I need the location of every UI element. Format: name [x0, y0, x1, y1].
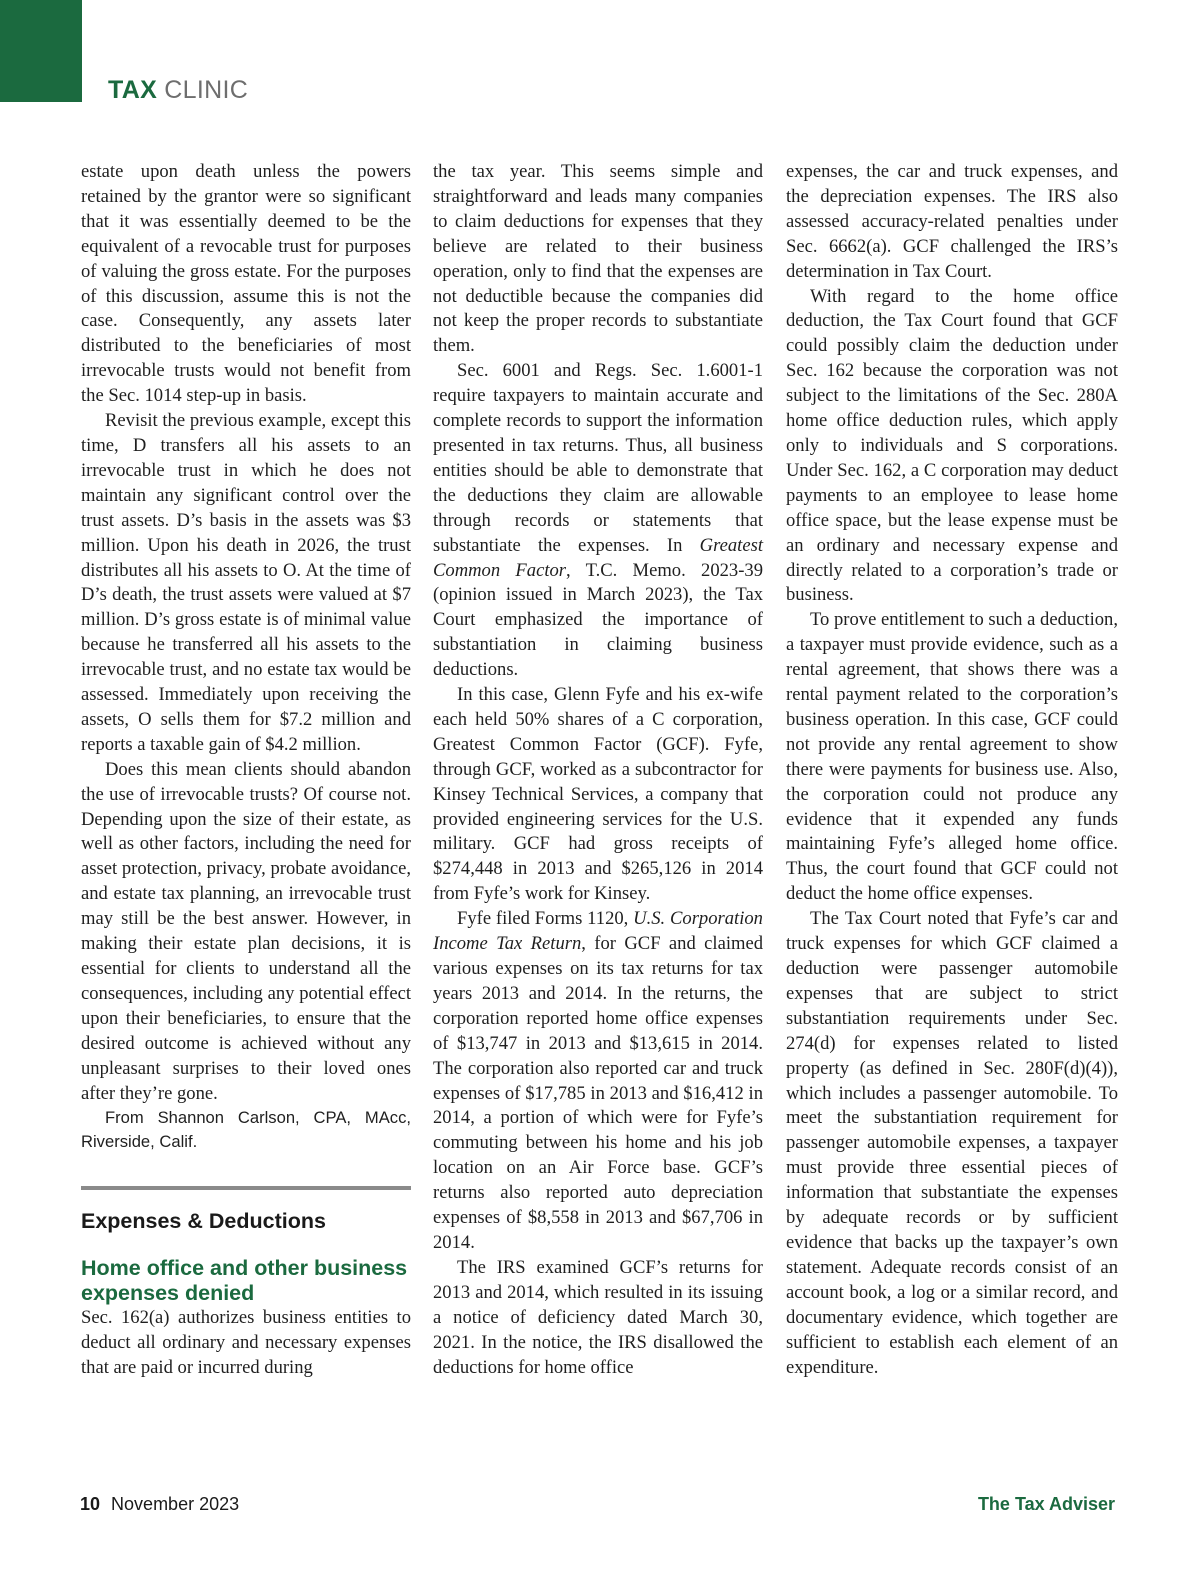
case-name: Greatest Common Factor — [433, 534, 763, 581]
section-header — [108, 76, 248, 105]
footer-left — [80, 1494, 239, 1515]
form-name: U.S. Corporation Income Tax Return — [433, 908, 763, 955]
text-run: , for GCF and claimed various expenses on its tax returns for tax years 2013 and 2014. In the returns, the corporation reported home office expenses of $13,747 in 2013 and $13,615 in 2014. The corporation also reported car and truck expenses of $17,785 in 2013 and $16,412 in 2014, a portion of which were for Fyfe’s commuting between his home and his job location on an Air Force base. GCF’s returns also reported auto depreciation expenses of $8,558 in 2013 and $67,706 in 2014. — [433, 933, 763, 1253]
paragraph — [433, 359, 763, 683]
publication-name: The Tax Adviser — [977, 1494, 1115, 1514]
page-number: 10 — [80, 1494, 101, 1514]
paragraph: The Tax Court noted that Fyfe’s car and truck expenses for which GCF claimed a deduction were passenger automobile expenses that are subject to strict substantiation requirements under Sec. 274(d) for expenses related to listed property (as defined in Sec. 280F(d)(4)), which includes a passenger automobile. To meet the substantiation requirement for passenger automobile expenses, a taxpayer must provide three essential pieces of information that substantiate the expenses by adequate records or by sufficient evidence that backs up the taxpayer’s own statement. Adequate records consist of an account book, a log or a similar record, and documentary evidence, which together are sufficient to establish each element of an expenditure. — [786, 908, 1118, 1378]
section-header-bold: TAX — [108, 76, 158, 104]
section-divider — [81, 1186, 411, 1190]
paragraph — [433, 907, 763, 1256]
author-byline: From Shannon Carlson, CPA, MAcc, Riverside, Calif. — [81, 1108, 411, 1152]
article-title: Home office and other business expenses denied — [81, 1256, 408, 1306]
paragraph: Does this mean clients should abandon the use of irrevocable trusts? Of course not. Depending upon the size of their estate, as well as other factors, including the need for asset protection, privacy, probate avoidance, and estate tax planning, an irrevocable trust may still be the best answer. However, in making their estate plan decisions, it is essential for clients to understand all the consequences, including any potential effect upon their beneficiaries, to ensure that the desired outcome is achieved without any unpleasant surprises to their loved ones after they’re gone. — [81, 758, 411, 1104]
column-3 — [786, 160, 1118, 1380]
issue-date: November 2023 — [111, 1494, 240, 1514]
section-heading: Expenses & Deductions — [81, 1209, 326, 1234]
text-run: Fyfe filed Forms 1120, — [457, 908, 634, 930]
paragraph: To prove entitlement to such a deduction, a taxpayer must provide evidence, such as a rental agreement, that shows there was a rental payment related to the corporation’s business operation. In this case, GCF could not provide any rental agreement to show there were payments for business use. Also, the corporation could not produce any evidence that it expended any funds maintaining Fyfe’s alleged home office. Thus, the court found that GCF could not deduct the home office expenses. — [786, 609, 1118, 905]
paragraph: expenses, the car and truck expenses, and the depreciation expenses. The IRS also assessed accuracy-related penalties under Sec. 6662(a). GCF challenged the IRS’s determination in Tax Court. — [786, 161, 1118, 282]
column-2 — [433, 160, 763, 1380]
paragraph: With regard to the home office deduction, the Tax Court found that GCF could possibly claim the deduction under Sec. 162 because the corporation was not subject to the limitations of the Sec. 280A home office deduction rules, which apply only to individuals and S corporations. Under Sec. 162, a C corporation may deduct payments to an employee to lease home office space, but the lease expense must be an ordinary and necessary expense and directly related to a corporation’s trade or business. — [786, 285, 1118, 606]
paragraph: Sec. 162(a) authorizes business entities to deduct all ordinary and necessary expenses that are paid or incurred during — [81, 1307, 411, 1379]
column-1 — [81, 160, 411, 1381]
paragraph: estate upon death unless the powers retained by the grantor were so significant that it was essentially deemed to be the equivalent of a revocable trust for purposes of valuing the gross estate. For the purposes of this discussion, assume this is not the case. Consequently, any assets later distributed to the beneficiaries of most irrevocable trusts would not benefit from the Sec. 1014 step-up in basis. — [81, 161, 411, 407]
paragraph: the tax year. This seems simple and straightforward and leads many companies to claim deductions for expenses that they believe are related to their business operation, only to find that the expenses are not deductible because the companies did not keep the proper records to substantiate them. — [433, 161, 763, 357]
paragraph: The IRS examined GCF’s returns for 2013 and 2014, which resulted in its issuing a notice of deficiency dated March 30, 2021. In the notice, the IRS disallowed the deductions for home office — [433, 1256, 763, 1378]
paragraph: In this case, Glenn Fyfe and his ex-wife each held 50% shares of a C corporation, Greatest Common Factor (GCF). Fyfe, through GCF, worked as a subcontractor for Kinsey Technical Services, a company that provided engineering services for the U.S. military. GCF had gross receipts of $274,448 in 2013 and $265,126 in 2014 from Fyfe’s work for Kinsey. — [433, 684, 763, 905]
section-header-light: CLINIC — [164, 76, 249, 104]
text-run: , T.C. Memo. 2023-39 (opinion issued in March 2023), the Tax Court emphasized the importance of substantiation in claiming business deductions. — [433, 559, 763, 681]
text-run: Sec. 6001 and Regs. Sec. 1.6001-1 require taxpayers to maintain accurate and complete records to support the information presented in tax returns. Thus, all business entities should be able to demonstrate that the deductions they claim are allowable through records or statements that substantiate the expenses. In — [433, 360, 763, 556]
header-color-block — [0, 0, 82, 102]
paragraph: Revisit the previous example, except this time, D transfers all his assets to an irrevocable trust in which he does not maintain any significant control over the trust assets. D’s basis in the assets was $3 million. Upon his death in 2026, the trust distributes all his assets to O. At the time of D’s death, the trust assets were valued at $7 million. D’s gross estate is of minimal value because he transferred all his assets to the irrevocable trust, and no estate tax would be assessed. Immediately upon receiving the assets, O sells them for $7.2 million and reports a taxable gain of $4.2 million. — [81, 410, 411, 755]
